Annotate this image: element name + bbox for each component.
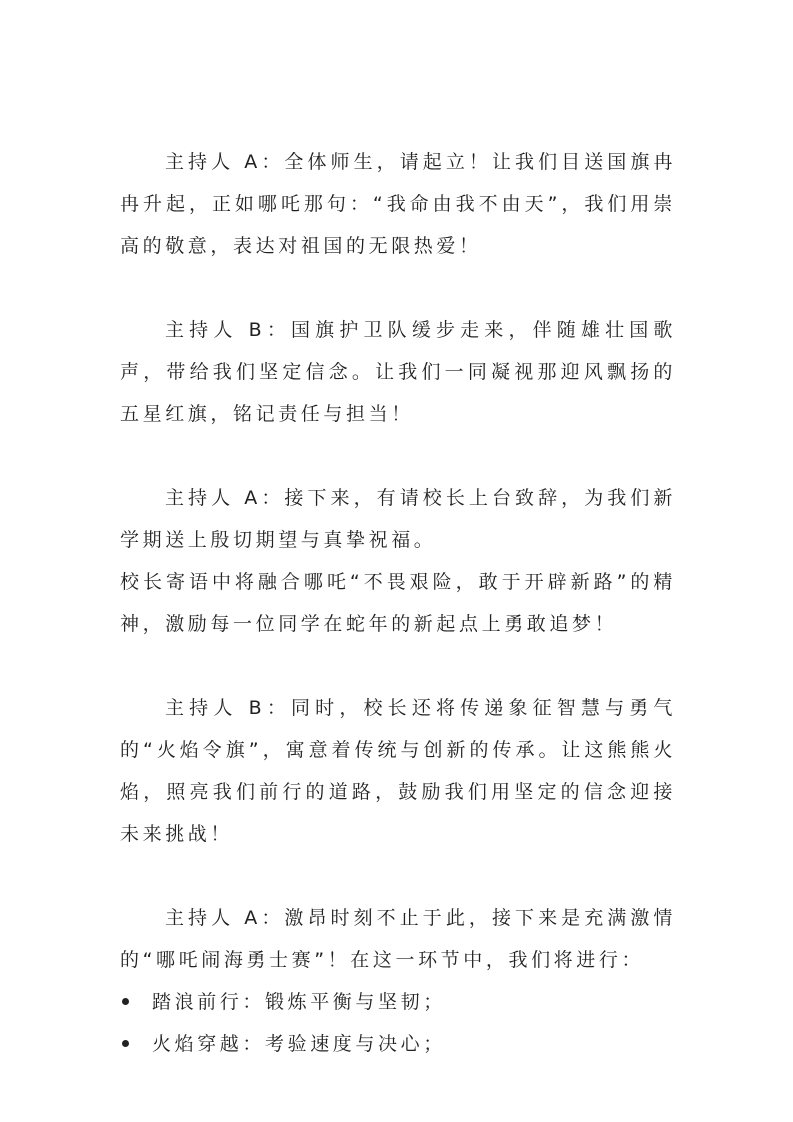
bullet-icon [122,1040,129,1047]
list-item-text: 踏浪前行：锻炼平衡与坚韧； [152,991,446,1013]
paragraph-principal-message: 校长寄语中将融合哪吒“不畏艰险，敢于开辟新路”的精神，激励每一位同学在蛇年的新起点上勇敢追梦！ [120,571,676,635]
list-item-text: 火焰穿越：考验速度与决心； [152,1033,446,1055]
paragraph-host-a-flag-raising: 主持人 A：全体师生，请起立！让我们目送国旗冉冉升起，正如哪吒那句：“我命由我不由天”，我们用崇高的敬意，表达对祖国的无限热爱！ [120,151,676,257]
paragraph-host-b-flame-flag: 主持人 B：同时，校长还将传递象征智慧与勇气的“火焰令旗”，寓意着传统与创新的传承。让这熊熊火焰，照亮我们前行的道路，鼓励我们用坚定的信念迎接未来挑战！ [120,697,676,845]
paragraph-host-a-principal-speech: 主持人 A：接下来，有请校长上台致辞，为我们新学期送上殷切期望与真挚祝福。 [120,487,676,551]
paragraph-host-a-warrior-contest: 主持人 A：激昂时刻不止于此，接下来是充满激情的“哪吒闹海勇士赛”！在这一环节中，我们将进行： [120,907,676,971]
paragraph-host-b-flag-guard: 主持人 B：国旗护卫队缓步走来，伴随雄壮国歌声，带给我们坚定信念。让我们一同凝视那迎风飘扬的五星红旗，铭记责任与担当！ [120,319,676,425]
bullet-icon [122,998,129,1005]
contest-activity-list [120,981,676,1065]
document-page [120,141,676,1065]
list-item [120,981,676,1023]
list-item [120,1023,676,1065]
